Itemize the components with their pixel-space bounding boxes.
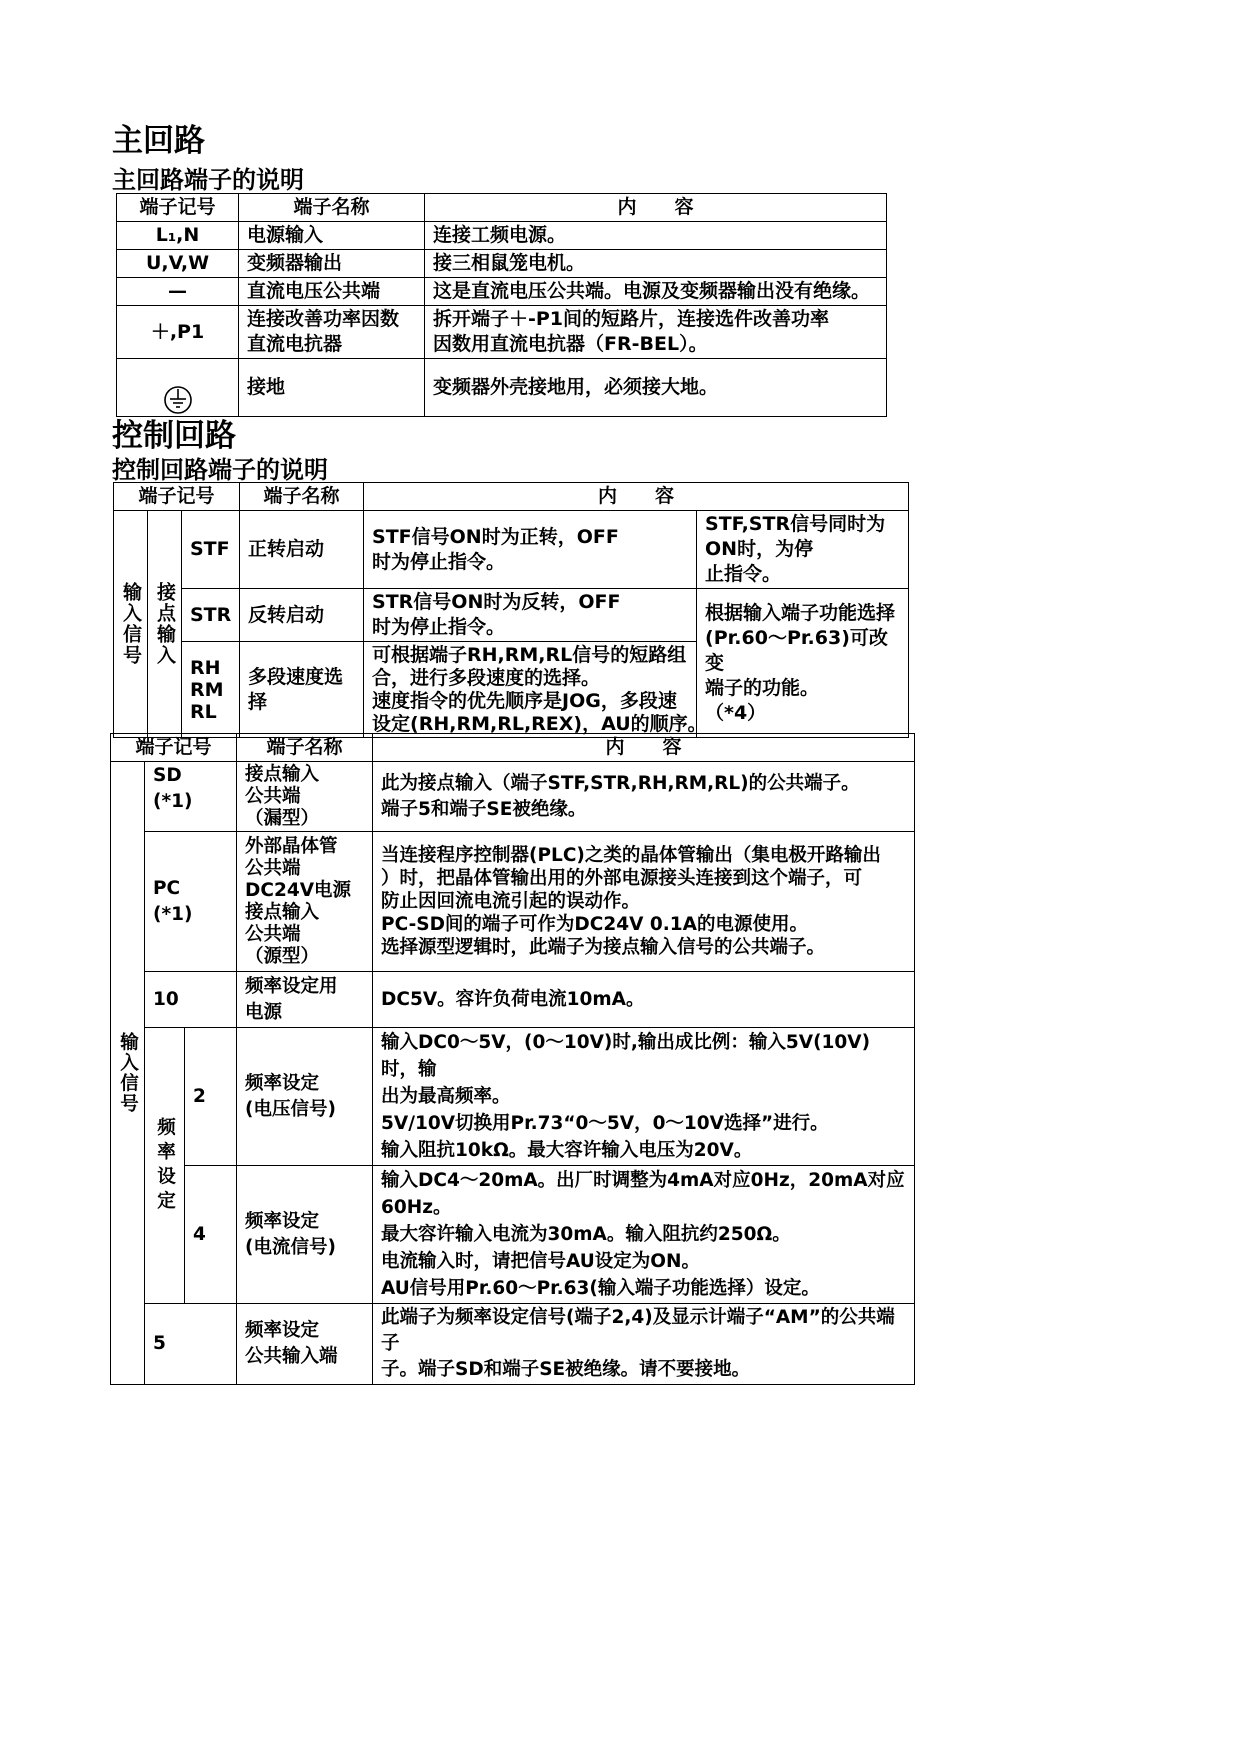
header-symbol: 端子记号 (111, 734, 237, 762)
terminal-symbol: L₁,N (117, 222, 239, 250)
header-content: 内 容 (364, 483, 909, 511)
header-symbol: 端子记号 (117, 194, 239, 222)
terminal-name: 接地 (239, 359, 425, 417)
header-name: 端子名称 (239, 194, 425, 222)
group-input-signal: 输入信号 (111, 762, 145, 1385)
group-input-signal: 输入信号 (114, 511, 148, 738)
terminal-name: 电源输入 (239, 222, 425, 250)
terminal-name: 频率设定 公共输入端 (237, 1304, 373, 1385)
terminal-desc: 接三相鼠笼电机。 (425, 250, 887, 278)
terminal-symbol: — (117, 278, 239, 306)
group-frequency-setting: 频率设定 (145, 1028, 185, 1304)
header-name: 端子名称 (237, 734, 373, 762)
terminal-desc: 变频器外壳接地用，必须接大地。 (425, 359, 887, 417)
header-content: 内 容 (425, 194, 887, 222)
terminal-symbol: 4 (185, 1166, 237, 1304)
terminal-name: 连接改善功率因数 直流电抗器 (239, 306, 425, 359)
table-row (117, 250, 887, 278)
terminal-desc: 当连接程序控制器(PLC)之类的晶体管输出（集电极开路输出 ）时，把晶体管输出用的外部电源接头连接到这个端子，可 防止因回流电流引起的误动作。 PC-SD间的端子可作为DC24V 0.1A的电源使用。 选择源型逻辑时，此端子为接点输入信号的公共端子。 (373, 832, 915, 972)
ground-icon (117, 359, 239, 417)
terminal-symbol: STR (182, 589, 240, 642)
table-row (111, 762, 915, 832)
table-row (111, 832, 915, 972)
terminal-symbol: U,V,W (117, 250, 239, 278)
terminal-name: 直流电压公共端 (239, 278, 425, 306)
terminal-name: 变频器输出 (239, 250, 425, 278)
terminal-desc: DC5V。容许负荷电流10mA。 (373, 972, 915, 1028)
table-row (117, 278, 887, 306)
main-circuit-table (116, 193, 887, 417)
group-contact-input: 接点输入 (148, 511, 182, 738)
terminal-symbol: STF (182, 511, 240, 589)
terminal-symbol: RH RM RL (182, 642, 240, 738)
table-row (111, 1304, 915, 1385)
control-circuit-table (113, 482, 909, 738)
table-header-row (117, 194, 887, 222)
terminal-desc: 这是直流电压公共端。电源及变频器输出没有绝缘。 (425, 278, 887, 306)
terminal-symbol: 2 (185, 1028, 237, 1166)
terminal-name: 正转启动 (240, 511, 364, 589)
terminal-symbol: ＋,P1 (117, 306, 239, 359)
table-row (114, 511, 909, 589)
terminal-symbol: SD (*1) (145, 762, 237, 832)
input-signal-table (110, 733, 915, 1385)
table-row (117, 359, 887, 417)
terminal-name: 反转启动 (240, 589, 364, 642)
terminal-name: 外部晶体管 公共端 DC24V电源 接点输入 公共端 （源型） (237, 832, 373, 972)
terminal-desc: 此端子为频率设定信号(端子2,4)及显示计端子“AM”的公共端子 子。端子SD和端子SE被绝缘。请不要接地。 (373, 1304, 915, 1385)
terminal-symbol: 10 (145, 972, 237, 1028)
main-circuit-subtitle: 主回路端子的说明 (112, 166, 304, 194)
table-header-row (111, 734, 915, 762)
terminal-name: 接点输入 公共端 （漏型） (237, 762, 373, 832)
header-name: 端子名称 (240, 483, 364, 511)
table-row (117, 222, 887, 250)
terminal-desc: 输入DC0～5V，(0～10V)时,输出成比例：输入5V(10V)时，输 出为最高频率。 5V/10V切换用Pr.73“0～5V，0～10V选择”进行。 输入阻抗10kΩ。最大容许输入电压为20V。 (373, 1028, 915, 1166)
terminal-desc: 此为接点输入（端子STF,STR,RH,RM,RL)的公共端子。 端子5和端子SE被绝缘。 (373, 762, 915, 832)
terminal-desc: 拆开端子＋-P1间的短路片，连接选件改善功率 因数用直流电抗器（FR-BEL）。 (425, 306, 887, 359)
terminal-desc: STR信号ON时为反转，OFF 时为停止指令。 (364, 589, 697, 642)
terminal-desc: STF信号ON时为正转，OFF 时为停止指令。 (364, 511, 697, 589)
terminal-name: 频率设定用 电源 (237, 972, 373, 1028)
terminal-name: 频率设定 (电压信号) (237, 1028, 373, 1166)
table-header-row (114, 483, 909, 511)
main-circuit-title: 主回路 (112, 123, 205, 159)
control-circuit-title: 控制回路 (112, 418, 236, 454)
header-content: 内 容 (373, 734, 915, 762)
table-row (114, 589, 909, 642)
control-circuit-subtitle: 控制回路端子的说明 (112, 456, 328, 484)
terminal-desc: 连接工频电源。 (425, 222, 887, 250)
table-row (111, 1028, 915, 1166)
table-row (111, 1166, 915, 1304)
terminal-name: 多段速度选 择 (240, 642, 364, 738)
terminal-name: 频率设定 (电流信号) (237, 1166, 373, 1304)
table-row (117, 306, 887, 359)
table-row (111, 972, 915, 1028)
terminal-desc: 可根据端子RH,RM,RL信号的短路组 合，进行多段速度的选择。 速度指令的优先顺序是JOG，多段速 设定(RH,RM,RL,REX)，AU的顺序。 (364, 642, 909, 738)
terminal-symbol: PC (*1) (145, 832, 237, 972)
terminal-symbol: 5 (145, 1304, 237, 1385)
note-function-select: 根据输入端子功能选择 (Pr.60～Pr.63)可改变 端子的功能。 （*4） (697, 589, 909, 738)
header-symbol: 端子记号 (114, 483, 240, 511)
note-both-on: STF,STR信号同时为ON时，为停 止指令。 (697, 511, 909, 589)
terminal-desc: 输入DC4～20mA。出厂时调整为4mA对应0Hz，20mA对应60Hz。 最大容许输入电流为30mA。输入阻抗约250Ω。 电流输入时，请把信号AU设定为ON。 AU信号用Pr.60～Pr.63(输入端子功能选择）设定。 (373, 1166, 915, 1304)
